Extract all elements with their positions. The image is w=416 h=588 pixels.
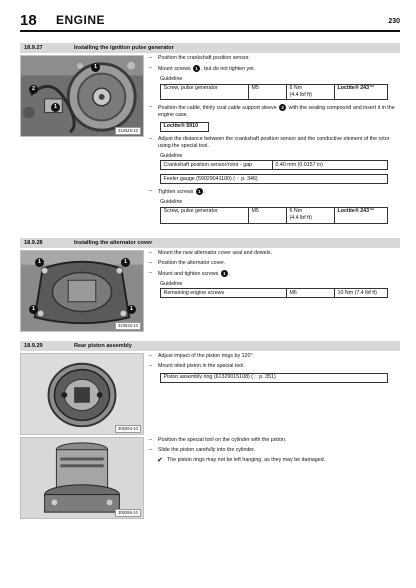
step: – Adjust the distance between the crankshaft position sensor and the conductive element of the rotor using the special tool. bbox=[149, 135, 390, 149]
section-title: Rear piston assembly bbox=[74, 343, 132, 349]
callout-1-bottom-right: 1 bbox=[127, 305, 136, 314]
chapter-number: 18 bbox=[20, 12, 37, 29]
piston-rings-photo bbox=[20, 353, 144, 435]
step: – Slide the piston carefully into the cylinder. bbox=[149, 446, 256, 453]
step: – Position the alternator cover. bbox=[149, 259, 226, 266]
step: – Tighten screws 1 . bbox=[149, 188, 206, 196]
tool-table: Piston assembly ring (61329015108) (☞ p. 351) bbox=[160, 373, 388, 383]
callout-1-left: 1 bbox=[51, 103, 60, 112]
step: – Mount the new alternator cover seal and dowels. bbox=[149, 250, 272, 256]
guideline-label: Guideline bbox=[160, 75, 183, 82]
section-18-9-28-steps bbox=[148, 250, 400, 302]
checkmark-icon: ✔ bbox=[157, 456, 163, 464]
page-ref-icon: ☞ bbox=[234, 175, 240, 182]
section-18-9-29-steps-a bbox=[148, 353, 400, 387]
step: – Position the cable, thinly coat cable support sleeve 2 with the sealing compound and insert it in the engine case. bbox=[149, 104, 395, 119]
page-number: 230 bbox=[388, 18, 400, 25]
step: – Position the special tool on the cylinder with the piston. bbox=[149, 437, 287, 443]
compound-table: Loctite® 5910 bbox=[160, 122, 209, 132]
guideline-label: Guideline bbox=[160, 152, 183, 159]
section-heading-18-9-27 bbox=[20, 43, 400, 53]
callout-badge: 1 bbox=[193, 65, 200, 72]
callout-2: 2 bbox=[29, 85, 38, 94]
alternator-cover-photo bbox=[20, 250, 144, 332]
section-heading-18-9-28 bbox=[20, 238, 400, 248]
chapter-title: ENGINE bbox=[56, 13, 106, 27]
check-result: ✔ The piston rings may not be left hanging, as they may be damaged. bbox=[157, 456, 326, 464]
section-18-9-27-steps bbox=[148, 55, 400, 228]
section-title: Installing the ignition pulse generator bbox=[74, 45, 174, 51]
section-id: 18.9.28 bbox=[24, 240, 43, 246]
piston-cylinder-photo bbox=[20, 437, 144, 519]
figure-id: 310532-10 bbox=[115, 322, 141, 330]
tool-table: Feeler gauge (59029041100) (☞ p. 346) bbox=[160, 174, 388, 184]
ignition-pulse-generator-photo bbox=[20, 55, 144, 137]
section-id: 18.9.29 bbox=[24, 343, 43, 349]
section-18-9-29-steps-b bbox=[148, 437, 400, 467]
figure-id: 310545-10 bbox=[115, 127, 141, 135]
page-header bbox=[20, 10, 400, 32]
step: – Position the crankshaft position sensor. bbox=[149, 55, 250, 61]
callout-1-top-right: 1 bbox=[121, 258, 130, 267]
page-ref-icon: ☞ bbox=[253, 374, 258, 381]
callout-1-top: 1 bbox=[91, 63, 100, 72]
callout-1-bottom-left: 1 bbox=[29, 305, 38, 314]
callout-1-top-left: 1 bbox=[35, 258, 44, 267]
step: – Mount screws 1 , but do not tighten yet. bbox=[149, 64, 256, 72]
callout-badge: 1 bbox=[196, 188, 203, 195]
step: – Adjust impact of the piston rings by 120°. bbox=[149, 353, 255, 359]
figure-id: 309395-10 bbox=[115, 509, 141, 517]
figure-id: 309394-10 bbox=[115, 425, 141, 433]
gap-table: Crankshaft position sensor/rotor - gap 0.40 mm (0.0157 in) bbox=[160, 160, 388, 170]
callout-badge: 2 bbox=[279, 104, 286, 111]
step: – Mount oiled piston in the special tool. bbox=[149, 362, 245, 369]
section-title: Installing the alternator cover bbox=[74, 240, 153, 246]
section-heading-18-9-29 bbox=[20, 341, 400, 351]
step: – Mount and tighten screws 1 . bbox=[149, 269, 231, 277]
section-id: 18.9.27 bbox=[24, 45, 43, 51]
torque-table: Screw, pulse generator M5 6 Nm (4.4 lbf ft) Loctite® 243™ bbox=[160, 207, 388, 224]
guideline-label: Guideline bbox=[160, 280, 183, 287]
guideline-label: Guideline bbox=[160, 198, 183, 205]
torque-table: Screw, pulse generator M5 6 Nm (4.4 lbf ft) Loctite® 243™ bbox=[160, 84, 388, 101]
callout-badge: 1 bbox=[221, 270, 228, 277]
torque-table: Remaining engine screws M6 10 Nm (7.4 lbf ft) bbox=[160, 288, 388, 298]
